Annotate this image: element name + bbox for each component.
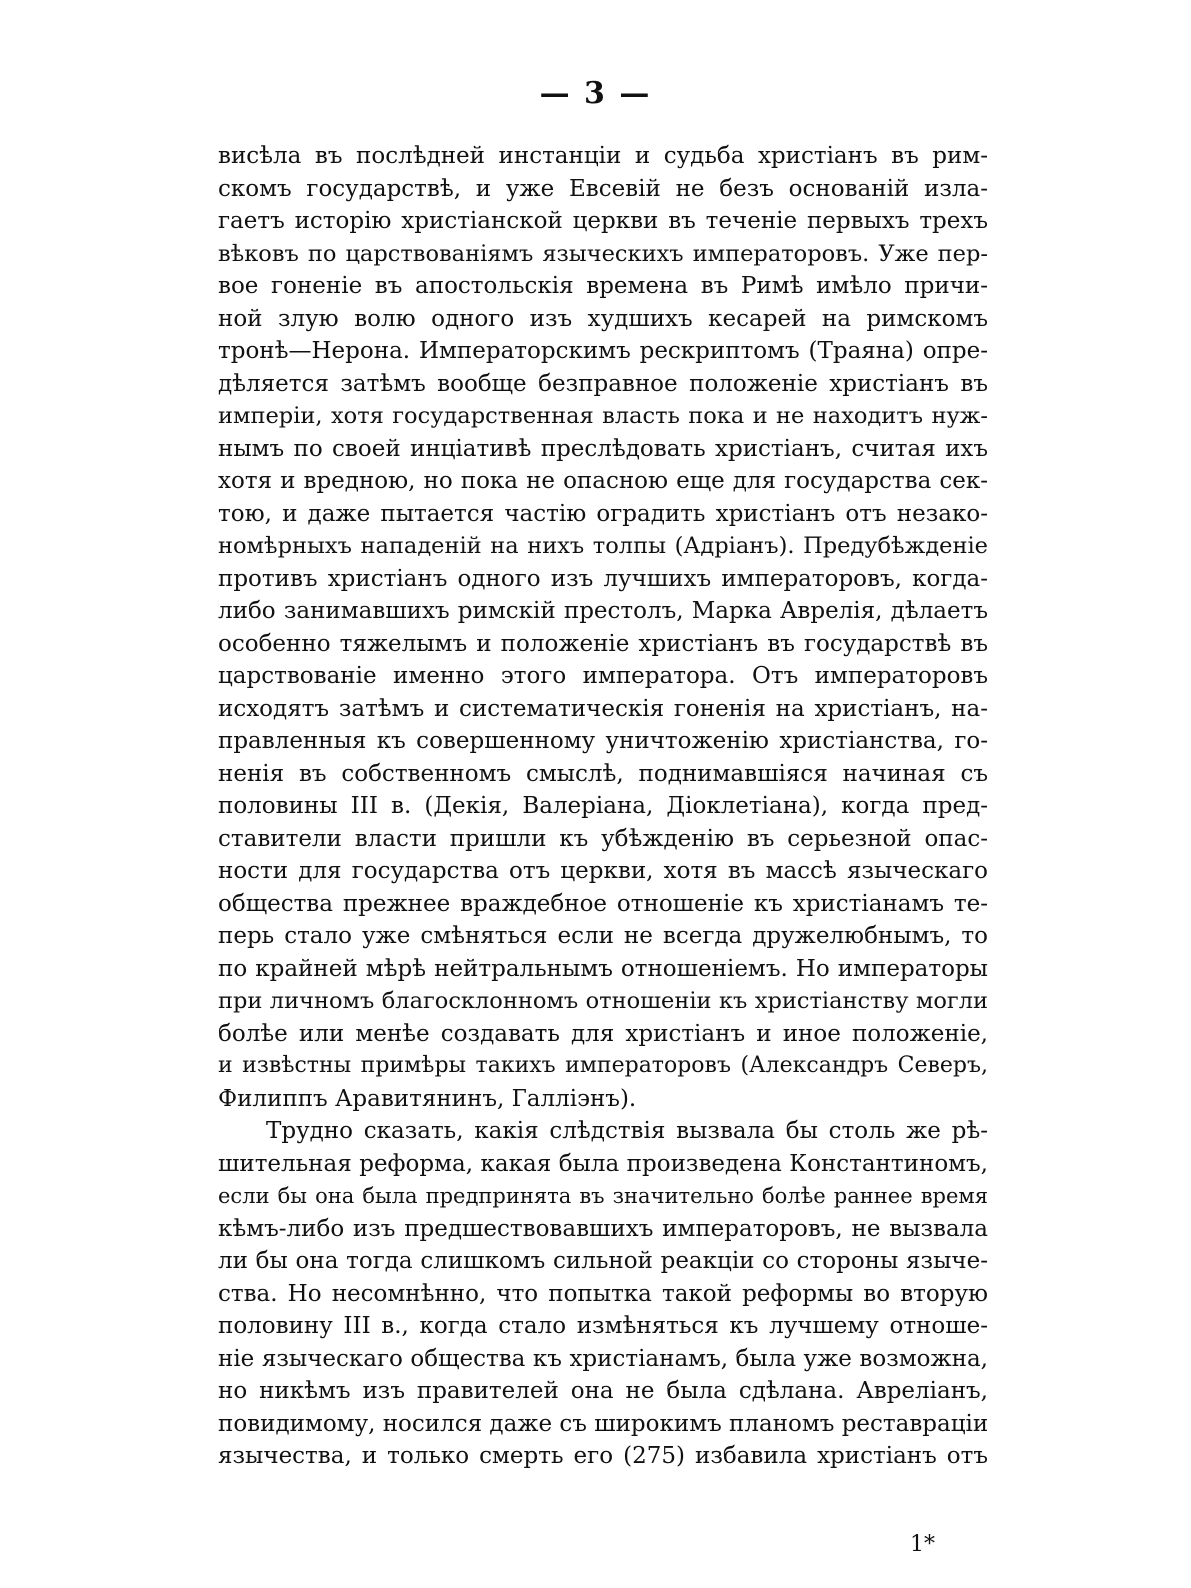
text-line: ной злую волю одного изъ худшихъ кесарей на римскомъ bbox=[218, 305, 988, 332]
text-line: ніе языческаго общества къ христіанамъ, была уже возможна, bbox=[218, 1345, 988, 1372]
text-line: тронѣ—Нерона. Императорскимъ рескриптомъ (Траяна) опре- bbox=[218, 338, 988, 364]
text-line: нымъ по своей инціативѣ преслѣдовать христіанъ, считая ихъ bbox=[218, 435, 988, 462]
text-line: дѣляется затѣмъ вообще безправное положеніе христіанъ въ bbox=[218, 370, 988, 397]
text-line: болѣе или менѣе создавать для христіанъ и иное положеніе, bbox=[218, 1020, 988, 1047]
text-line: общества прежнее враждебное отношеніе къ христіанамъ те- bbox=[218, 890, 988, 917]
text-line: имперіи, хотя государственная власть пока и не находитъ нуж- bbox=[218, 403, 988, 429]
text-line: ности для государства отъ церкви, хотя въ массѣ языческаго bbox=[218, 858, 988, 884]
text-line: ли бы она тогда слишкомъ сильной реакціи со стороны языче- bbox=[218, 1248, 988, 1274]
text-line: по крайней мѣрѣ нейтральнымъ отношеніемъ. Но императоры bbox=[218, 955, 988, 982]
text-line: при личномъ благосклонномъ отношеніи къ христіанству могли bbox=[218, 988, 988, 1014]
page-number: — 3 — bbox=[539, 76, 652, 111]
text-line: половину III в., когда стало измѣняться къ лучшему отноше- bbox=[218, 1313, 988, 1339]
text-line: ства. Но несомнѣнно, что попытка такой реформы во вторую bbox=[218, 1280, 988, 1307]
text-line: противъ христіанъ одного изъ лучшихъ императоровъ, когда- bbox=[218, 565, 988, 592]
text-line: Трудно сказать, какія слѣдствія вызвала бы столь же рѣ- bbox=[266, 1118, 988, 1144]
text-line: висѣла въ послѣдней инстанціи и судьба христіанъ въ рим- bbox=[218, 143, 988, 169]
text-line: вѣковъ по царствованіямъ языческихъ императоровъ. Уже пер- bbox=[218, 240, 988, 267]
text-line: повидимому, носился даже съ широкимъ планомъ реставраціи bbox=[218, 1410, 989, 1437]
printer-signature-mark: 1* bbox=[910, 1532, 935, 1557]
text-line: ненія въ собственномъ смыслѣ, поднимавшіяся начиная съ bbox=[218, 760, 988, 787]
text-line: ставители власти пришли къ убѣжденію въ серьезной опас- bbox=[218, 825, 988, 852]
text-line: половины III в. (Декія, Валеріана, Діоклетіана), когда пред- bbox=[218, 793, 988, 819]
body-text bbox=[218, 140, 988, 1473]
text-line: гаетъ исторію христіанской церкви въ теченіе первыхъ трехъ bbox=[218, 208, 988, 234]
text-line: тою, и даже пытается частію оградить христіанъ отъ незако- bbox=[218, 500, 988, 527]
text-line: либо занимавшихъ римскій престолъ, Марка Аврелія, дѣлаетъ bbox=[218, 598, 988, 624]
text-line: шительная реформа, какая была произведена Константиномъ, bbox=[218, 1150, 988, 1177]
text-line: кѣмъ-либо изъ предшествовавшихъ императоровъ, не вызвала bbox=[218, 1215, 988, 1242]
text-line: скомъ государствѣ, и уже Евсевій не безъ основаній изла- bbox=[218, 175, 988, 202]
text-line: исходятъ затѣмъ и систематическія гоненія на христіанъ, на- bbox=[218, 695, 988, 722]
text-line: и извѣстны примѣры такихъ императоровъ (Александръ Северъ, bbox=[218, 1053, 988, 1078]
text-line: но никѣмъ изъ правителей она не была сдѣлана. Авреліанъ, bbox=[218, 1378, 988, 1404]
paragraph bbox=[218, 140, 988, 1115]
text-line: правленныя къ совершенному уничтоженію христіанства, го- bbox=[218, 728, 988, 754]
text-line: перь стало уже смѣняться если не всегда дружелюбнымъ, то bbox=[218, 923, 988, 949]
text-line: вое гоненіе въ апостольскія времена въ Римѣ имѣло причи- bbox=[218, 273, 988, 299]
text-line: язычества, и только смерть его (275) избавила христіанъ отъ bbox=[218, 1443, 988, 1469]
paragraph bbox=[218, 1115, 988, 1473]
text-line: особенно тяжелымъ и положеніе христіанъ въ государствѣ въ bbox=[218, 630, 988, 657]
text-line: царствованіе именно этого императора. Отъ императоровъ bbox=[218, 663, 988, 689]
text-line: хотя и вредною, но пока не опасною еще для государства сек- bbox=[218, 468, 988, 494]
text-line: если бы она была предпринята въ значительно болѣе раннее время bbox=[218, 1184, 988, 1208]
text-line: Филиппъ Аравитянинъ, Галліэнъ). bbox=[218, 1085, 637, 1112]
text-line: номѣрныхъ нападеній на нихъ толпы (Адріанъ). Предубѣжденіе bbox=[218, 533, 988, 559]
